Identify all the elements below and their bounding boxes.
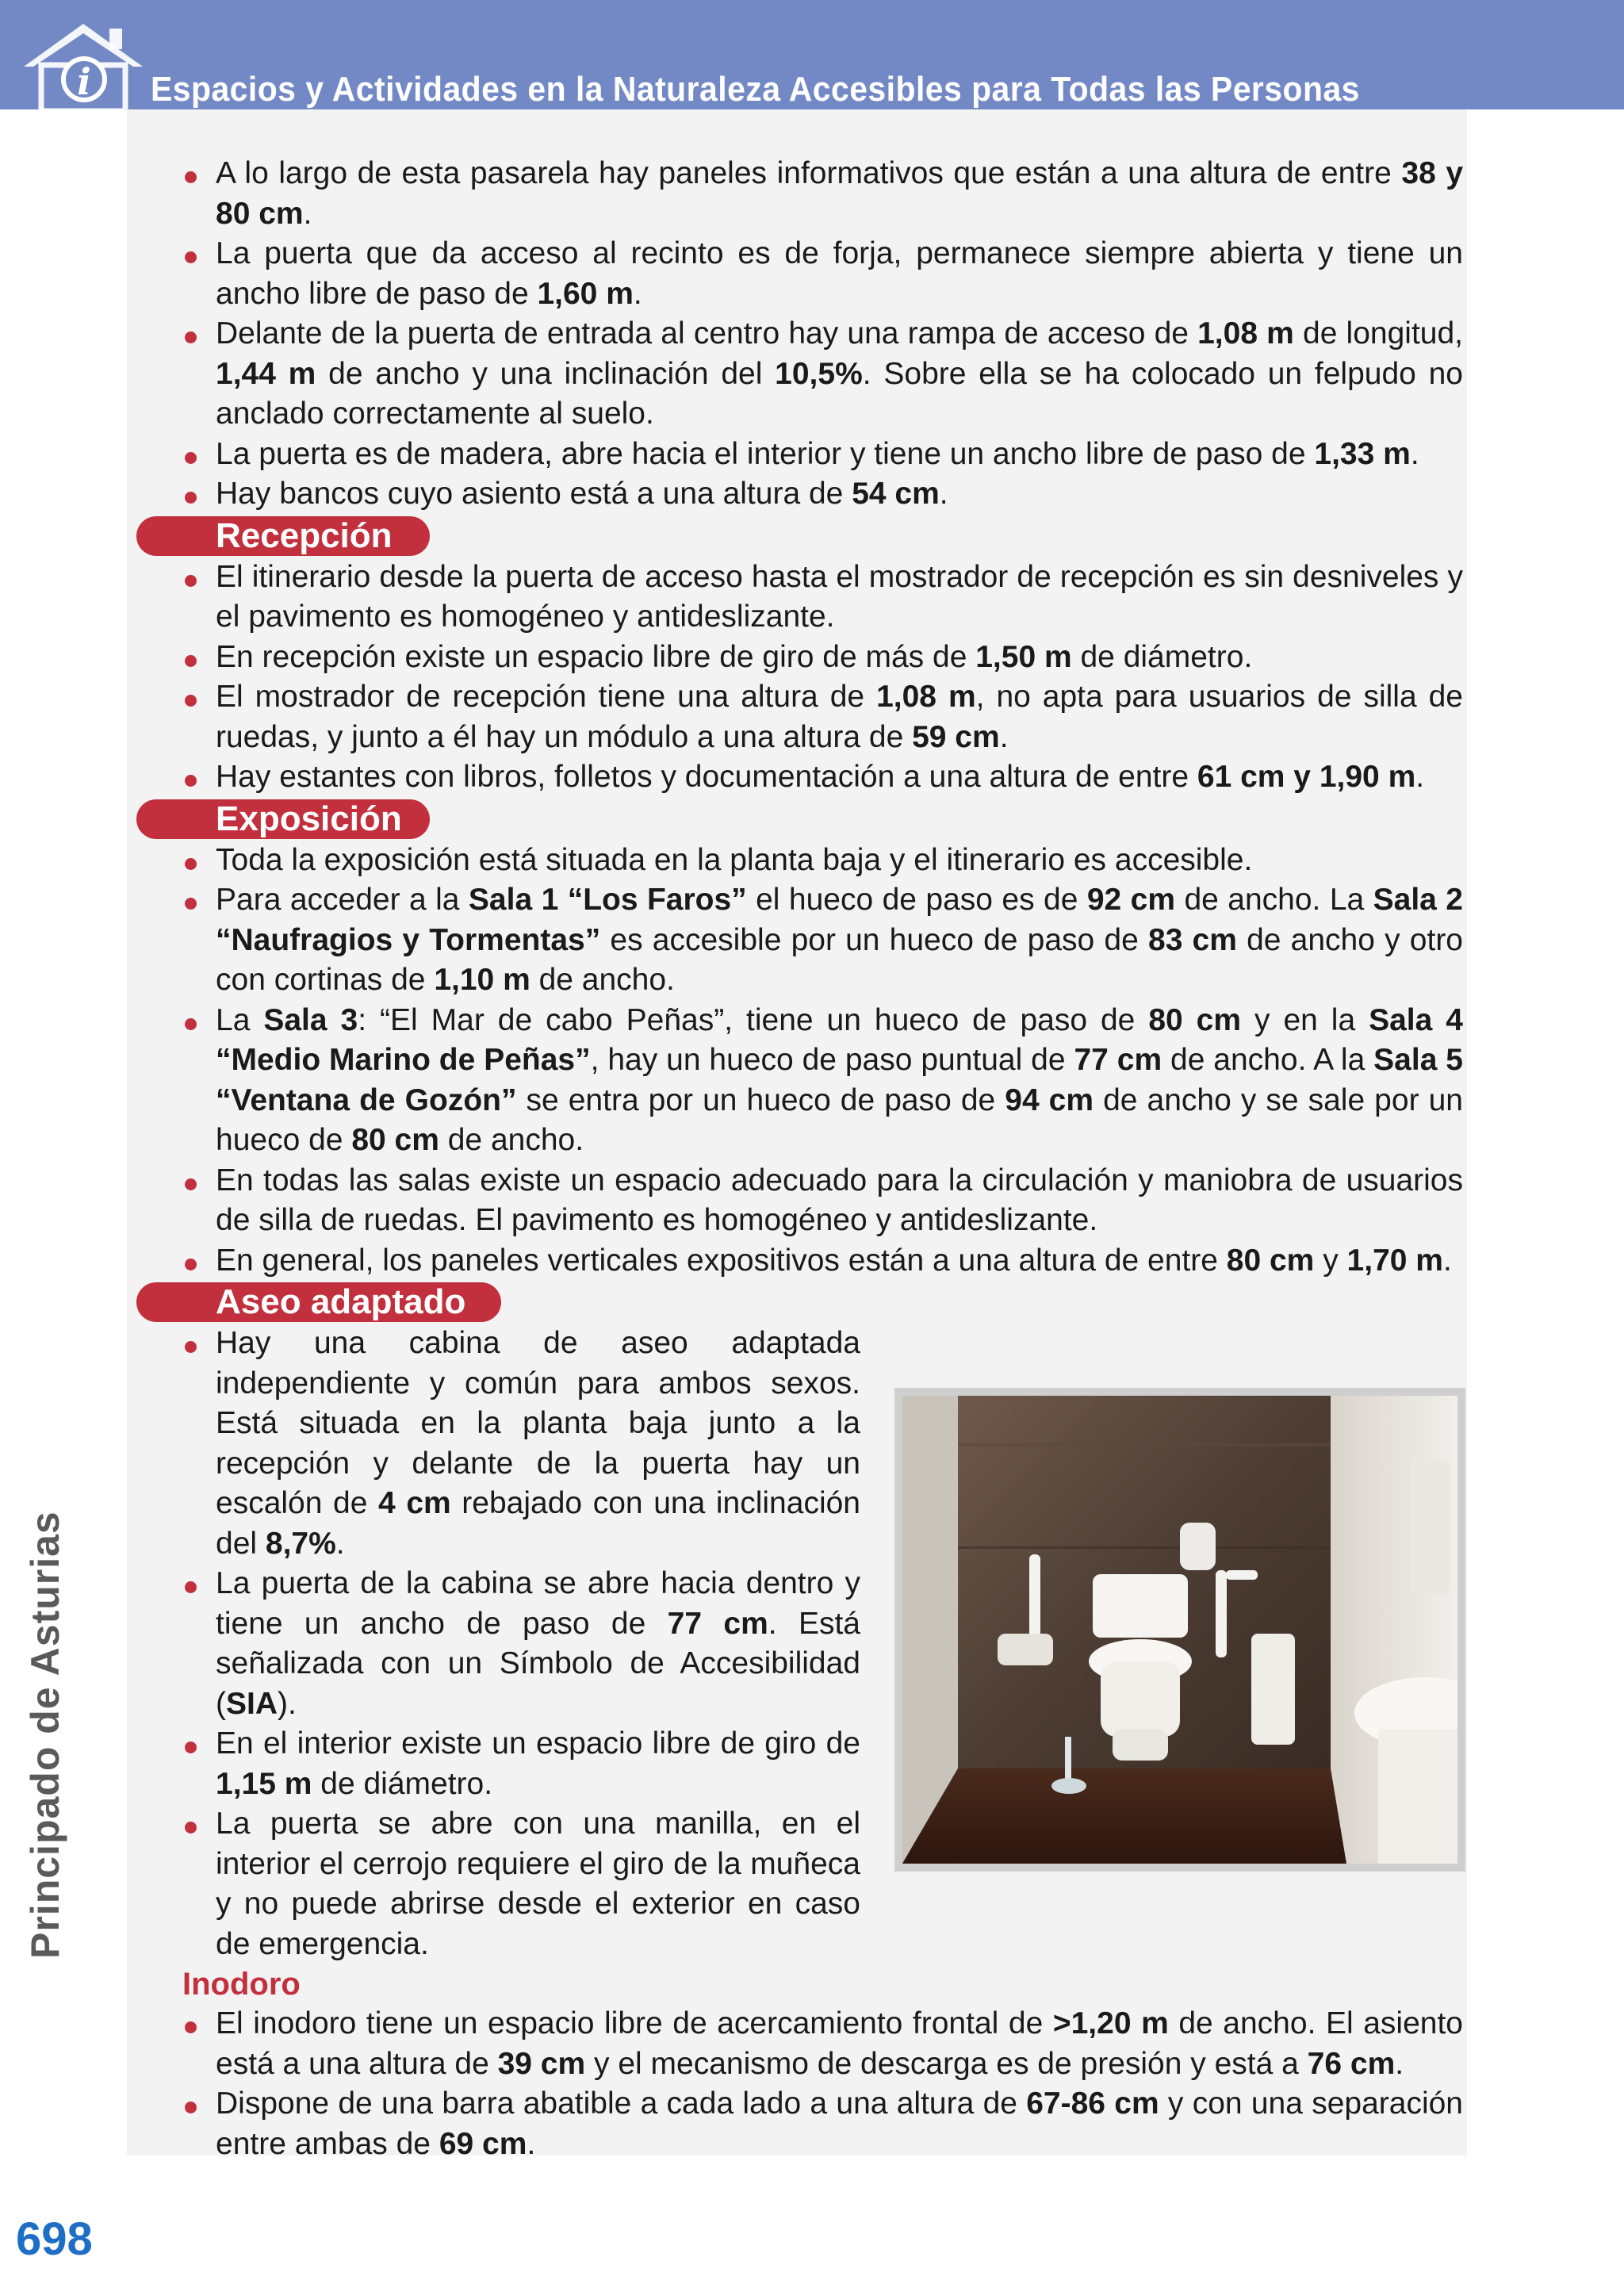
exposicion-list (182, 841, 1463, 1282)
bold-value: >1,20 m (1052, 2006, 1169, 2040)
bold-value: 1,15 m (216, 1766, 312, 1801)
bold-value: 77 cm (1074, 1043, 1162, 1077)
bold-value: 1,08 m (1197, 316, 1294, 351)
bold-value: 69 cm (439, 2126, 527, 2161)
bold-value: Sala 4 “Medio Marino de Peñas” (216, 1002, 1463, 1077)
bold-value: Sala 1 “Los Faros” (468, 883, 747, 917)
bullet-item: La puerta de la cabina se abre hacia dentro y tiene un ancho de paso de 77 cm. Está señalizada con un Símbolo de Accesibilidad (SIA). (182, 1564, 860, 1724)
house-info-icon (16, 17, 151, 111)
bullet-item: Para acceder a la Sala 1 “Los Faros” el hueco de paso es de 92 cm de ancho. La Sala 2 “Naufragios y Tormentas” es accesible por un hueco de paso de 83 cm de ancho y otro con cortinas de 1,10 m de ancho. (182, 880, 1463, 1001)
bold-value: Sala 2 “Naufragios y Tormentas” (216, 883, 1463, 957)
bold-value: 92 cm (1086, 883, 1176, 917)
bold-value: 1,50 m (975, 639, 1072, 674)
bold-value: 59 cm (912, 719, 1000, 754)
bullet-item: El itinerario desde la puerta de acceso hasta el mostrador de recepción es sin desniveles y el pavimento es homogéneo y antideslizante. (182, 558, 1463, 638)
side-region-label: Principado de Asturias (23, 1511, 67, 1959)
bullet-item: Hay bancos cuyo asiento está a una altura de 54 cm. (182, 474, 1463, 515)
bullet-item: La puerta se abre con una manilla, en el interior el cerrojo requiere el giro de la muñeca y no puede abrirse desde el exterior en caso de emergencia. (182, 1804, 860, 1964)
bold-value: 80 cm (1148, 1002, 1242, 1037)
bullet-item: La puerta que da acceso al recinto es de forja, permanece siempre abierta y tiene un ancho libre de paso de 1,60 m. (182, 234, 1463, 314)
bold-value: 76 cm (1307, 2046, 1396, 2081)
intro-list (182, 154, 1463, 515)
bold-value: Sala 3 (263, 1002, 358, 1037)
bullet-item: En general, los paneles verticales expositivos están a una altura de entre 80 cm y 1,70 m. (182, 1241, 1463, 1282)
bold-value: 10,5% (775, 356, 863, 391)
bullet-item: En todas las salas existe un espacio adecuado para la circulación y maniobra de usuarios de silla de ruedas. El pavimento es homogéneo y antideslizante. (182, 1161, 1463, 1241)
bullet-item: La puerta es de madera, abre hacia el interior y tiene un ancho libre de paso de 1,33 m. (182, 435, 1463, 475)
bold-value: 83 cm (1148, 922, 1237, 957)
bullet-item: La Sala 3: “El Mar de cabo Peñas”, tiene un hueco de paso de 80 cm y en la Sala 4 “Medio Marino de Peñas”, hay un hueco de paso puntual de 77 cm de ancho. A la Sala 5 “Ventana de Gozón” se entra por un hueco de paso de 94 cm de ancho y se sale por un hueco de 80 cm de ancho. (182, 1001, 1463, 1161)
subheading-inodoro: Inodoro (182, 1967, 301, 2002)
bullet-item: A lo largo de esta pasarela hay paneles informativos que están a una altura de entre 38 y 80 cm. (182, 154, 1463, 234)
bold-value: 39 cm (497, 2046, 586, 2081)
bold-value: 1,10 m (434, 963, 530, 997)
bold-value: 77 cm (667, 1606, 768, 1641)
bullet-item: En el interior existe un espacio libre de giro de 1,15 m de diámetro. (182, 1724, 860, 1804)
bold-value: 1,70 m (1346, 1243, 1443, 1278)
bullet-item: Dispone de una barra abatible a cada lado a una altura de 67-86 cm y con una separación entre ambas de 69 cm. (182, 2084, 1463, 2164)
bold-value: 61 cm y 1,90 m (1197, 760, 1416, 794)
bold-value: 54 cm (852, 477, 940, 511)
svg-text:i: i (77, 60, 91, 103)
bold-value: 38 y 80 cm (216, 156, 1464, 231)
section-heading-recepcion: Recepción (136, 516, 430, 556)
toilet-photo-illustration (902, 1396, 1457, 1864)
section-heading-aseo: Aseo adaptado (136, 1282, 501, 1322)
bold-value: 4 cm (378, 1486, 451, 1520)
bullet-item: El inodoro tiene un espacio libre de acercamiento frontal de >1,20 m de ancho. El asiento está a una altura de 39 cm y el mecanismo de descarga es de presión y está a 76 cm. (182, 2004, 1463, 2084)
bullet-item: El mostrador de recepción tiene una altura de 1,08 m, no apta para usuarios de silla de ruedas, y junto a él hay un módulo a una altura de 59 cm. (182, 677, 1463, 757)
section-heading-exposicion: Exposición (136, 799, 430, 839)
bullet-item: Delante de la puerta de entrada al centro hay una rampa de acceso de 1,08 m de longitud, 1,44 m de ancho y una inclinación del 10,5%. Sobre ella se ha colocado un felpudo no anclado correctamente al suelo. (182, 314, 1463, 435)
bold-value: 1,44 m (216, 356, 316, 391)
bold-value: 1,60 m (537, 276, 634, 311)
bullet-item: Toda la exposición está situada en la planta baja y el itinerario es accesible. (182, 841, 1463, 881)
aseo-list (182, 1324, 860, 1964)
bullet-item: Hay una cabina de aseo adaptada independiente y común para ambos sexos. Está situada en la planta baja junto a la recepción y delante de la puerta hay un escalón de 4 cm rebajado con una inclinación del 8,7%. (182, 1324, 860, 1564)
header-title: Espacios y Actividades en la Naturaleza Accesibles para Todas las Personas (151, 70, 1360, 109)
bold-value: 8,7% (265, 1526, 336, 1561)
bold-value: 67-86 cm (1026, 2086, 1159, 2121)
bold-value: SIA (226, 1686, 278, 1721)
bold-value: 1,33 m (1314, 436, 1411, 471)
bold-value: Sala 5 “Ventana de Gozón” (216, 1043, 1463, 1117)
page-number: 698 (16, 2213, 93, 2265)
adapted-toilet-photo (894, 1388, 1465, 1872)
bullet-item: En recepción existe un espacio libre de giro de más de 1,50 m de diámetro. (182, 638, 1463, 678)
inodoro-list (182, 2004, 1463, 2164)
bold-value: 94 cm (1005, 1082, 1094, 1117)
bold-value: 1,08 m (876, 680, 976, 714)
bold-value: 80 cm (1226, 1243, 1315, 1278)
bold-value: 80 cm (351, 1123, 439, 1157)
recepcion-list (182, 558, 1463, 798)
bullet-item: Hay estantes con libros, folletos y documentación a una altura de entre 61 cm y 1,90 m. (182, 757, 1463, 798)
